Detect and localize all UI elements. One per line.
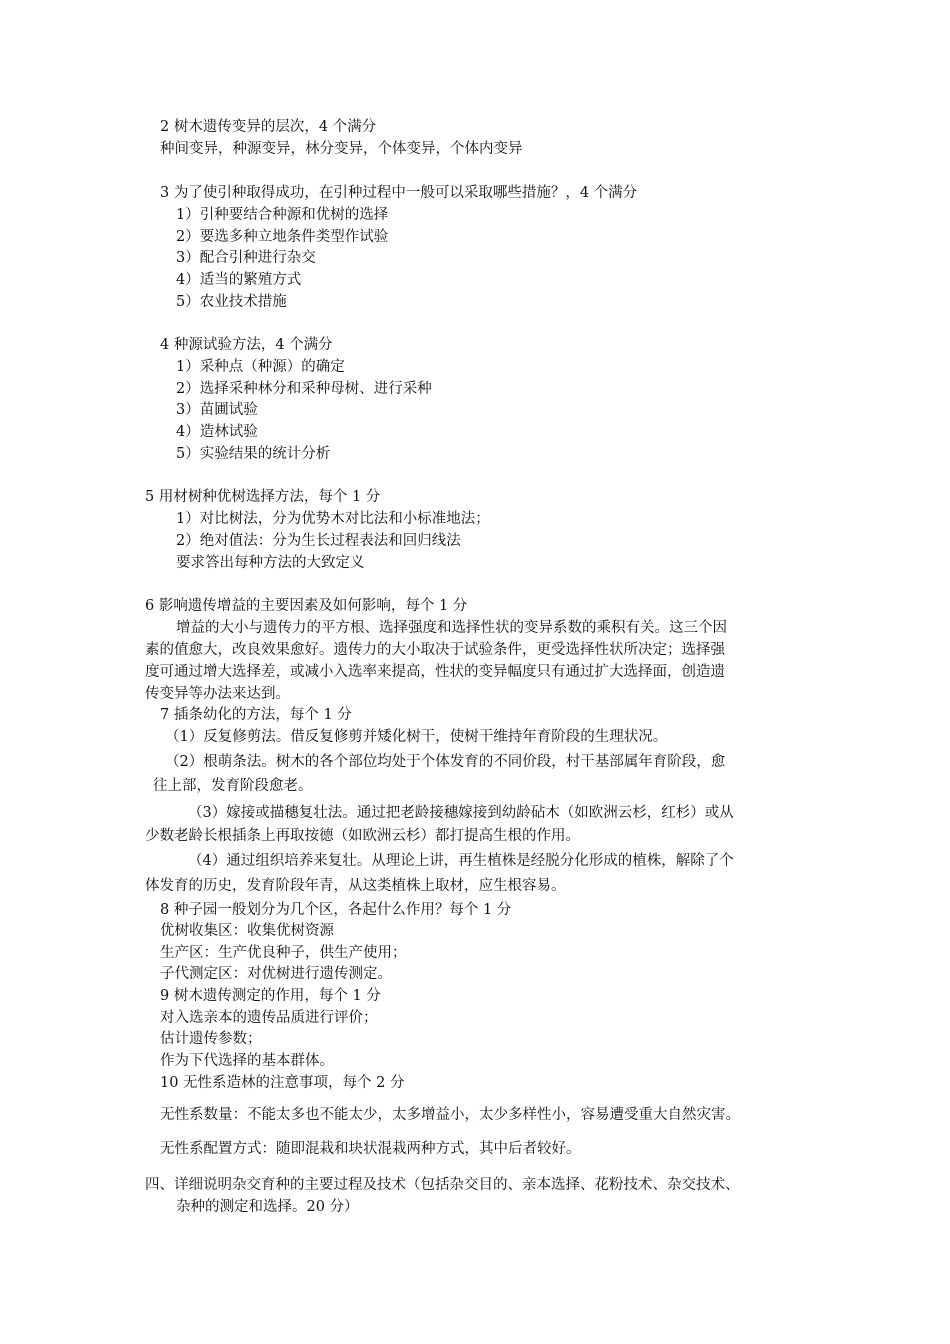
- q8-item-1: 优树收集区：收集优树资源: [160, 923, 334, 939]
- q9-heading: 9 树木遗传测定的作用，每个 1 分: [160, 988, 381, 1004]
- q8-heading: 8 种子园一般划分为几个区，各起什么作用？每个 1 分: [160, 902, 512, 918]
- q10-heading: 10 无性系造林的注意事项，每个 2 分: [160, 1075, 405, 1091]
- q3-item-1: 1）引种要结合种源和优树的选择: [176, 207, 389, 223]
- q7-item-3-line-1: （3）嫁接或描穗复壮法。通过把老龄接穗嫁接到幼龄砧木（如欧洲云杉，红杉）或从: [188, 805, 734, 821]
- q2-answer: 种间变异，种源变异，林分变异，个体变异，个体内变异: [160, 141, 523, 157]
- q3-item-3: 3）配合引种进行杂交: [176, 250, 316, 266]
- q7-item-4-line-1: （4）通过组织培养来复壮。从理论上讲，再生植株是经脱分化形成的植株，解除了个: [188, 853, 734, 869]
- q4-item-1: 1）采种点（种源）的确定: [176, 359, 345, 375]
- q8-item-3: 子代测定区：对优树进行遗传测定。: [160, 966, 392, 982]
- q7-item-2-line-2: 往上部，发育阶段愈老。: [153, 778, 313, 794]
- q3-item-4: 4）适当的繁殖方式: [176, 272, 302, 288]
- q8-item-2: 生产区：生产优良种子，供生产使用；: [160, 945, 407, 961]
- q4-item-3: 3）苗圃试验: [176, 402, 258, 418]
- q6-heading: 6 影响遗传增益的主要因素及如何影响，每个 1 分: [145, 598, 468, 614]
- q9-item-2: 估计遗传参数；: [160, 1031, 262, 1047]
- q7-item-3-line-2: 少数老龄长根插条上再取按德（如欧洲云杉）都打提高生根的作用。: [145, 828, 580, 844]
- q3-heading: 3 为了使引种取得成功，在引种过程中一般可以采取哪些措施？，4 个满分: [160, 185, 638, 201]
- q9-item-3: 作为下代选择的基本群体。: [160, 1053, 334, 1069]
- section-4-heading-cont: 杂种的测定和选择。20 分）: [176, 1199, 359, 1215]
- q7-item-2-line-1: （2）根萌条法。树木的各个部位均处于个体发育的不同价段，村干基部属年育阶段，愈: [165, 754, 726, 770]
- q3-item-2: 2）要选多种立地条件类型作试验: [176, 229, 389, 245]
- q10-item-2: 无性系配置方式：随即混栽和块状混栽两种方式，其中后者较好。: [160, 1141, 581, 1157]
- q7-heading: 7 插条幼化的方法，每个 1 分: [160, 707, 352, 723]
- q3-item-5: 5）农业技术措施: [176, 294, 287, 310]
- section-4-heading: 四、详细说明杂交育种的主要过程及技术（包括杂交目的、亲本选择、花粉技术、杂交技术、: [145, 1177, 740, 1193]
- q5-item-2: 2）绝对值法：分为生长过程表法和回归线法: [176, 533, 461, 549]
- q7-item-4-line-2: 体发育的历史，发育阶段年青，从这类植株上取材，应生根容易。: [145, 878, 566, 894]
- q5-item-1: 1）对比树法，分为优势木对比法和小标准地法；: [176, 511, 490, 527]
- q6-paragraph-line-4: 传变异等办法来达到。: [145, 686, 290, 702]
- q10-item-1: 无性系数量：不能太多也不能太少，太多增益小，太少多样性小，容易遭受重大自然灾害。: [160, 1107, 740, 1123]
- q4-heading: 4 种源试验方法，4 个满分: [160, 337, 333, 353]
- q4-item-2: 2）选择采种林分和采种母树、进行采种: [176, 381, 432, 397]
- q7-item-1: （1）反复修剪法。借反复修剪并矮化树干，使树干维持年育阶段的生理状况。: [165, 729, 668, 745]
- q4-item-4: 4）造林试验: [176, 424, 258, 440]
- q9-item-1: 对入选亲本的遗传品质进行评价；: [160, 1010, 378, 1026]
- q6-paragraph-line-2: 素的值愈大，改良效果愈好。遗传力的大小取决于试验条件，更受选择性状所决定；选择强: [145, 642, 725, 658]
- q2-heading: 2 树木遗传变异的层次，4 个满分: [160, 119, 377, 135]
- q6-paragraph-line-1: 增益的大小与遗传力的平方根、选择强度和选择性状的变异系数的乘积有关。这三个因: [176, 620, 727, 636]
- q6-paragraph-line-3: 度可通过增大选择差，或减小入选率来提高，性状的变异幅度只有通过扩大选择面，创造遗: [145, 664, 725, 680]
- q4-item-5: 5）实验结果的统计分析: [176, 446, 331, 462]
- q5-note: 要求答出每种方法的大致定义: [176, 555, 365, 571]
- q5-heading: 5 用材树种优树选择方法，每个 1 分: [145, 489, 381, 505]
